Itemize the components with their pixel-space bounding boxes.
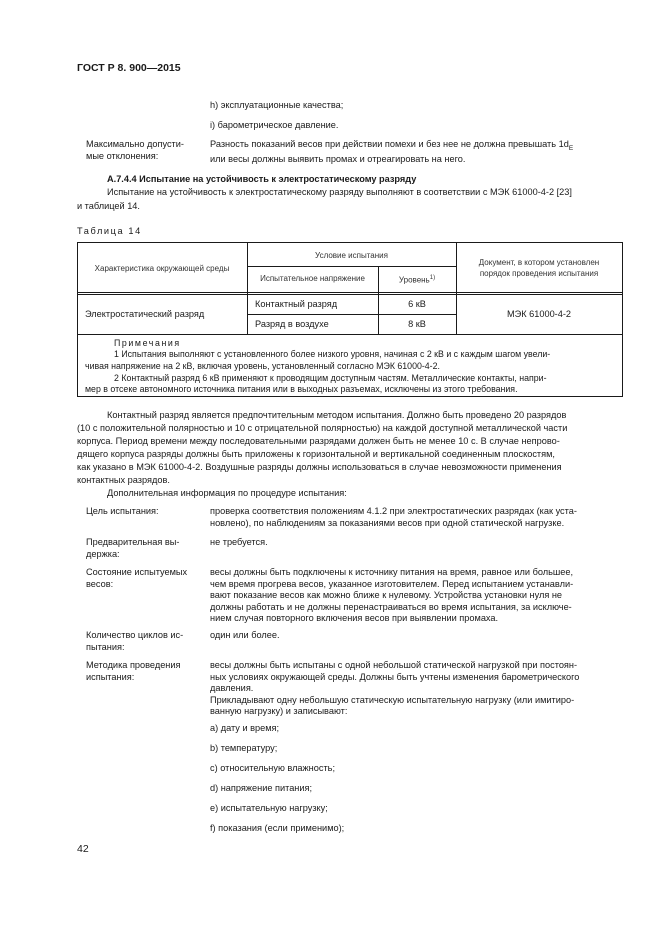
cycles-label — [86, 630, 183, 653]
cell-doc: МЭК 61000-4-2 — [506, 309, 572, 319]
method-label-line: Методика проведения — [86, 660, 181, 670]
section-intro-line: и таблицей 14. — [77, 201, 140, 211]
state-text — [210, 567, 573, 625]
pre-label — [86, 537, 179, 560]
state-text-line: чем время прогрева весов, указанное изготовителем. Перед испытанием устанавли- — [210, 578, 574, 589]
record-item-c: c) относительную влажность; — [210, 763, 336, 773]
record-item-a: a) дату и время; — [210, 723, 280, 733]
list-item-i: i) барометрическое давление. — [210, 120, 339, 130]
note-line: мер в отсеке автономного источника питания или в выходных разъемах, исключены из этого требования. — [85, 384, 518, 394]
method-text-line: ных условиях окружающей среды. Должны быть учтены изменения барометрического — [210, 671, 580, 682]
header-voltage: Испытательное напряжение — [260, 274, 365, 283]
table-border — [77, 294, 623, 295]
method-text-line: Прикладывают одну небольшую статическую испытательную нагрузку (или имитиро- — [210, 694, 575, 705]
page-number: 42 — [77, 843, 89, 855]
paragraph-line: дящего корпуса разряды должны быть приложены к горизонтальной и вертикальной соединенным плоскостям, — [77, 449, 555, 459]
max-deviation-text-line: или весы должны выявить промах и отреагировать на него. — [210, 154, 466, 165]
pre-label-line: держка: — [86, 548, 120, 559]
method-text-line: давления. — [210, 683, 254, 693]
record-item-b: b) температуру; — [210, 743, 278, 753]
table-border — [77, 242, 623, 243]
header-level-text: Уровень — [398, 275, 430, 285]
cycles-label-line: Количество циклов ис- — [86, 630, 184, 640]
table-14 — [77, 242, 623, 397]
table-border — [247, 266, 456, 267]
additional-info: Дополнительная информация по процедуре испытания: — [107, 488, 347, 498]
table-border — [247, 314, 456, 315]
state-text-line: нием случая повторного включения весов при выявлении промаха. — [210, 613, 499, 623]
header-level — [378, 273, 456, 286]
table-caption: Таблица 14 — [77, 226, 142, 236]
section-intro-line: Испытание на устойчивость к электростатическому разряду выполняют в соответствии с МЭК 61000-4-2 [23] — [107, 187, 572, 197]
cell-row1-level: 6 кВ — [408, 299, 426, 309]
cell-row2-type: Разряд в воздухе — [255, 319, 329, 329]
state-label-line: Состояние испытуемых — [86, 567, 188, 577]
note-line: чивая напряжение на 2 кВ, включая уровень, установленный согласно МЭК 61000-4-2. — [85, 361, 440, 371]
header-condition: Условие испытания — [315, 251, 388, 260]
paragraph-line: (10 с положительной полярностью и 10 с отрицательной полярностью) на каждой доступной металлической части — [77, 423, 568, 433]
header-level-footnote: 1) — [429, 275, 436, 281]
max-deviation-label — [86, 139, 184, 162]
paragraph-line: как указано в МЭК 61000-4-2. Воздушные разряды должны использоваться в случае невозможности применения — [77, 462, 562, 472]
method-text-line: ванную нагрузку) и записывают: — [210, 706, 348, 716]
max-deviation-label-line: мые отклонения: — [86, 150, 159, 161]
document-header: ГОСТ Р 8. 900—2015 — [77, 62, 181, 74]
goal-label: Цель испытания: — [86, 506, 159, 516]
state-text-line: весы должны быть подключены к источнику питания на время, равное или большее, — [210, 567, 574, 577]
note-line: 1 Испытания выполняют с установленного более низкого уровня, начиная с 2 кВ и с каждым шагом увели- — [114, 349, 551, 359]
table-border — [77, 292, 623, 293]
cell-row1-type: Контактный разряд — [255, 299, 338, 309]
record-item-e: e) испытательную нагрузку; — [210, 803, 328, 813]
table-border — [622, 242, 623, 397]
max-deviation-label-line: Максимально допусти- — [86, 139, 184, 149]
notes-title: Примечания — [114, 338, 181, 348]
header-doc — [456, 257, 622, 279]
cycles-label-line: пытания: — [86, 641, 125, 652]
note-line: 2 Контактный разряд 6 кВ применяют к проводящим доступным частям. Металлические контакты, напри- — [114, 373, 547, 383]
cell-row2-level: 8 кВ — [408, 319, 426, 329]
method-label-line: испытания: — [86, 671, 135, 682]
table-border — [456, 242, 457, 335]
max-deviation-text — [210, 139, 573, 166]
method-label — [86, 660, 180, 683]
goal-text-line: проверка соответствия положениям 4.1.2 при электростатических разрядах (как уста- — [210, 506, 577, 516]
state-label — [86, 567, 187, 590]
cell-env: Электростатический разряд — [85, 309, 205, 319]
header-doc-line: порядок проведения испытания — [479, 269, 599, 278]
cycles-text: один или более. — [210, 630, 280, 640]
paragraph-line: корпуса. Период времени между последовательными разрядами должен быть не менее 10 с. В случае непрово- — [77, 436, 560, 446]
paragraph-line: Контактный разряд является предпочтительным методом испытания. Должно быть проведено 20 разрядов — [107, 410, 567, 420]
pre-label-line: Предварительная вы- — [86, 537, 180, 547]
header-doc-line: Документ, в котором установлен — [478, 258, 600, 267]
goal-text-line: новлено), по наблюдениям за показаниями весов при одной статической нагрузке. — [210, 518, 565, 528]
table-border — [77, 334, 623, 335]
subscript-e: E — [568, 144, 574, 152]
state-text-line: должны работать и не должны перенастраиваться во время испытания, за исключе- — [210, 601, 572, 612]
max-deviation-text-line: Разность показаний весов при действии помехи и без нее не должна превышать 1d — [210, 139, 569, 149]
state-text-line: вают показание весов как можно ближе к нулевому. Устройства установки нуля не — [210, 590, 563, 600]
header-env: Характеристика окружающей среды — [94, 264, 230, 273]
section-title: А.7.4.4 Испытание на устойчивость к электростатическому разряду — [107, 174, 417, 184]
method-text-line: весы должны быть испытаны с одной небольшой статической нагрузкой при постоян- — [210, 660, 578, 670]
method-text — [210, 660, 579, 718]
state-label-line: весов: — [86, 578, 114, 589]
pre-text: не требуется. — [210, 537, 268, 547]
table-border — [77, 396, 623, 397]
record-item-d: d) напряжение питания; — [210, 783, 313, 793]
record-item-f: f) показания (если применимо); — [210, 823, 345, 833]
list-item-h: h) эксплуатационные качества; — [210, 100, 344, 110]
paragraph-line: контактных разрядов. — [77, 475, 170, 485]
